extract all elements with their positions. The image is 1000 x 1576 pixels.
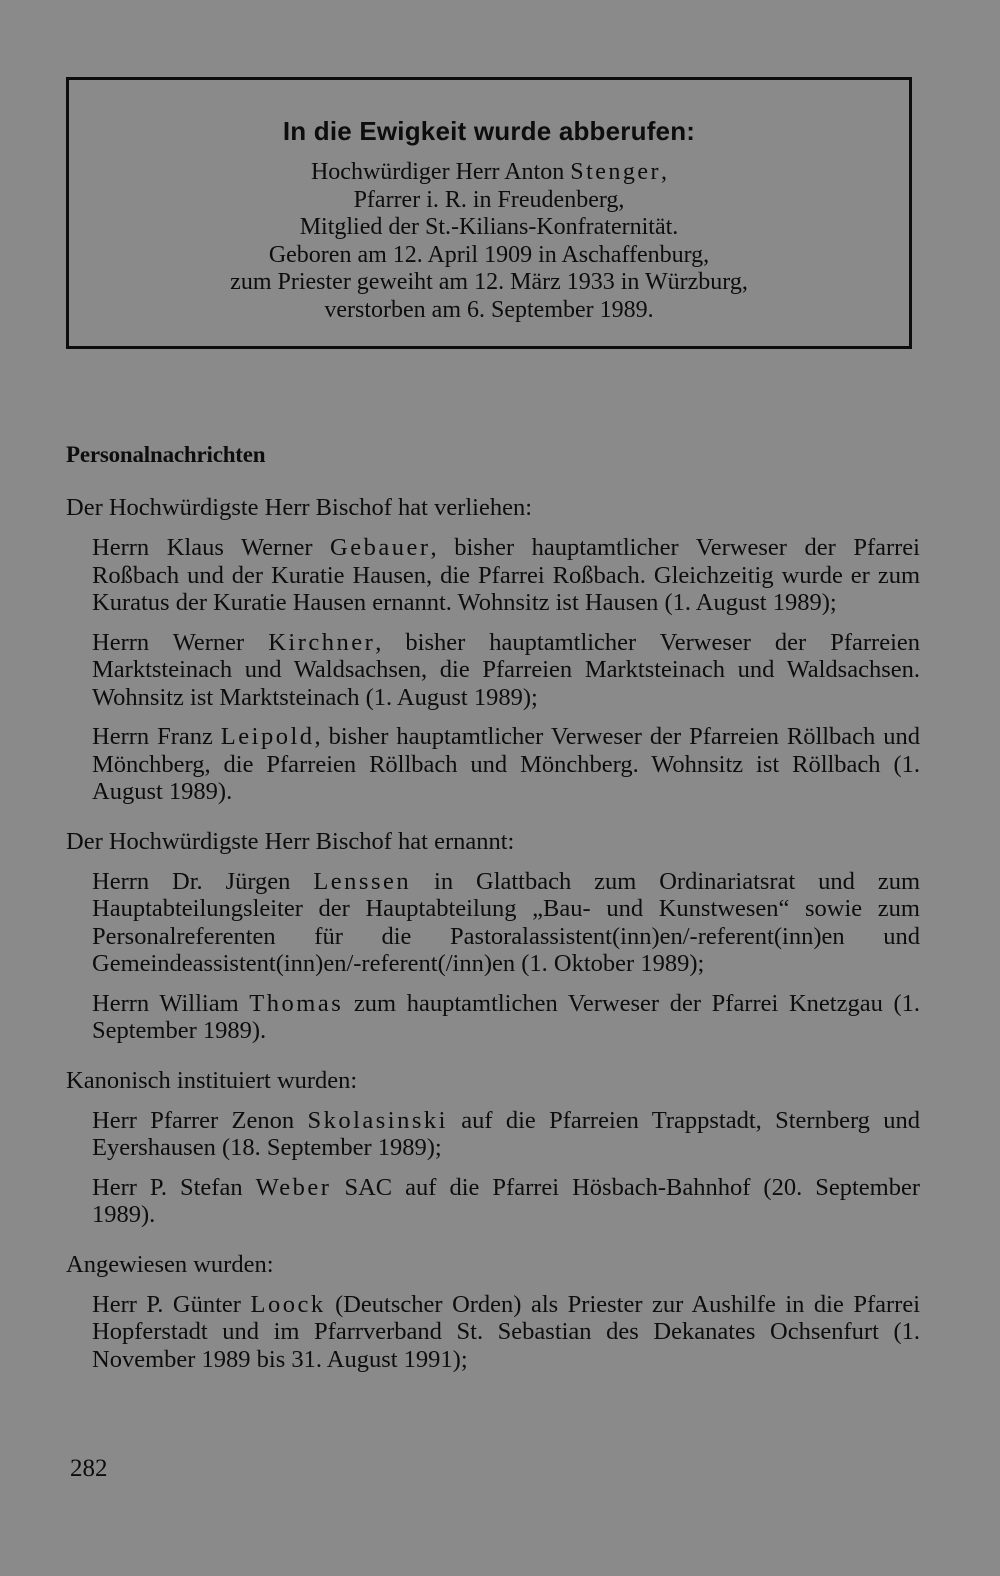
news-entry xyxy=(92,534,920,617)
entry-surname: Kirchner xyxy=(268,628,376,656)
news-group xyxy=(66,1251,920,1374)
news-entry xyxy=(92,1174,920,1229)
obituary-line: Pfarrer i. R. in Freudenberg, xyxy=(353,186,625,213)
entry-surname: Weber xyxy=(255,1173,332,1201)
entry-surname: Loock xyxy=(250,1290,326,1318)
obituary-line: verstorben am 6. September 1989. xyxy=(324,296,654,323)
obituary-name-suffix: , xyxy=(661,159,668,185)
entry-after: (Deutscher Orden) als Priester zur Aushilfe in die Pfarrei Hopferstadt und im Pfarrverband St. Sebastian des Dekanates Ochsenfurt (1. November 1989 bis 31. August 1991); xyxy=(92,1290,921,1373)
news-group xyxy=(66,828,920,1045)
entry-surname: Leipold xyxy=(220,723,315,750)
news-group xyxy=(66,1067,920,1229)
group-intro: Kanonisch instituiert wurden: xyxy=(66,1066,358,1094)
obituary-line: Mitglied der St.-Kilians-Konfraternität. xyxy=(299,214,679,240)
entry-before: Herrn Franz xyxy=(92,723,221,750)
obituary-name-line xyxy=(69,159,909,187)
obituary-line: zum Priester geweiht am 12. März 1933 in Würzburg, xyxy=(230,269,748,295)
obituary-name: Stenger xyxy=(570,159,662,185)
entry-surname: Gebauer xyxy=(330,534,431,561)
entry-before: Herrn William xyxy=(92,989,250,1017)
entry-before: Herrn Klaus Werner xyxy=(92,534,331,561)
news-entry xyxy=(92,990,920,1045)
entry-before: Herr Pfarrer Zenon xyxy=(92,1106,308,1134)
entry-after: in Glattbach zum Ordinariatsrat und zum Hauptabteilungsleiter der Hauptabteilung „Bau- und Kunstwesen“ sowie zum Personalreferenten für die Pastoralassistent(inn)en/-referent(inn)en und Gemeindeassistent(inn)en/-referent(/inn)en (1. Oktober 1989); xyxy=(92,867,920,977)
personal-news-content xyxy=(66,494,920,1395)
entry-before: Herrn Dr. Jürgen xyxy=(92,867,314,895)
entry-after: auf die Pfarreien Trappstadt, Sternberg und Eyershausen (18. September 1989); xyxy=(92,1106,920,1161)
obituary-line: Geboren am 12. April 1909 in Aschaffenburg, xyxy=(268,241,710,268)
obituary-heading: In die Ewigkeit wurde abberufen: xyxy=(282,116,696,146)
entry-surname: Thomas xyxy=(249,989,344,1017)
group-intro: Der Hochwürdigste Herr Bischof hat ernannt: xyxy=(66,827,515,855)
obituary-box xyxy=(66,77,912,349)
entry-surname: Lenssen xyxy=(313,867,412,895)
entry-after: SAC auf die Pfarrei Hösbach-Bahnhof (20. September 1989). xyxy=(92,1173,920,1228)
news-entry xyxy=(92,1291,920,1374)
entry-after: , bisher hauptamtlicher Verweser der Pfarreien Röllbach und Mönchberg, die Pfarreien Röllbach und Mönchberg. Wohnsitz ist Röllbach (1. August 1989). xyxy=(92,723,920,805)
group-intro: Angewiesen wurden: xyxy=(66,1250,274,1278)
news-entry xyxy=(92,868,920,978)
entry-surname: Skolasinski xyxy=(307,1106,448,1134)
news-entry xyxy=(92,1107,920,1162)
news-group xyxy=(66,494,920,806)
news-entry xyxy=(92,723,920,806)
entry-after: , bisher hauptamtlicher Verweser der Pfarrei Roßbach und der Kuratie Hausen, die Pfarrei Roßbach. Gleichzeitig wurde er zum Kuratus der Kuratie Hausen ernannt. Wohnsitz ist Hausen (1. August 1989); xyxy=(92,534,920,616)
page-number: 282 xyxy=(70,1455,108,1482)
obituary-name-prefix: Hochwürdiger Herr Anton xyxy=(310,159,571,185)
entry-after: , bisher hauptamtlicher Verweser der Pfarreien Marktsteinach und Waldsachsen, die Pfarreien Marktsteinach und Waldsachsen. Wohnsitz ist Marktsteinach (1. August 1989); xyxy=(92,628,920,711)
entry-after: zum hauptamtlichen Verweser der Pfarrei Knetzgau (1. September 1989). xyxy=(92,989,921,1044)
entry-before: Herrn Werner xyxy=(92,628,269,656)
group-intro: Der Hochwürdigste Herr Bischof hat verliehen: xyxy=(66,494,533,521)
section-title: Personalnachrichten xyxy=(66,442,266,467)
entry-before: Herr P. Günter xyxy=(92,1290,251,1318)
entry-before: Herr P. Stefan xyxy=(92,1173,256,1201)
news-entry xyxy=(92,629,920,712)
